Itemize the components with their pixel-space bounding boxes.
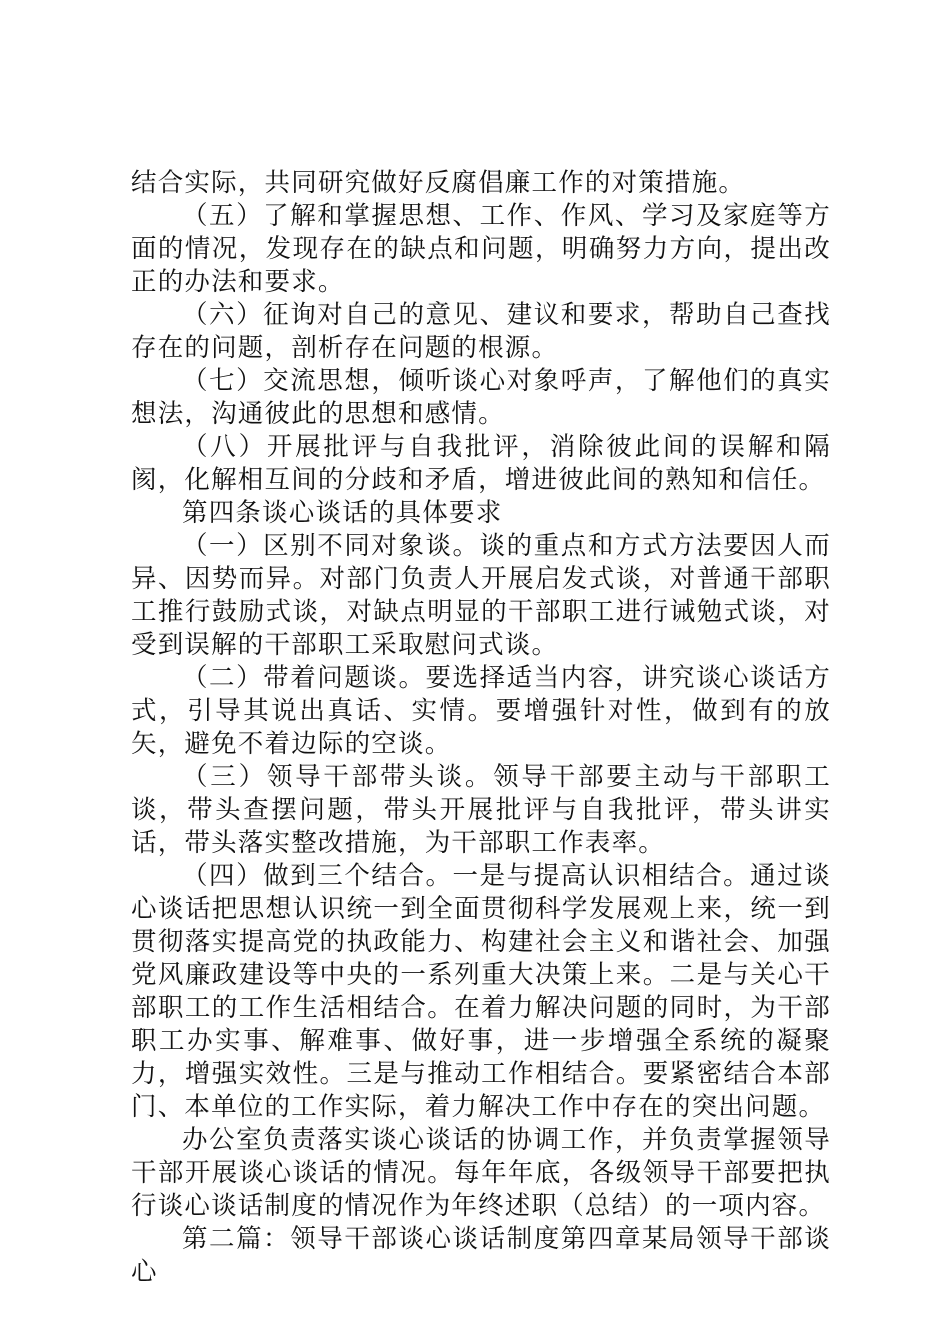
paragraph-3: （六）征询对自己的意见、建议和要求，帮助自己查找存在的问题，剖析存在问题的根源。 — [131, 300, 831, 363]
document-body — [131, 167, 831, 1289]
paragraph-5: （八）开展批评与自我批评，消除彼此间的误解和隔阂，化解相互间的分歧和矛盾，增进彼此间的熟知和信任。 — [131, 432, 831, 495]
paragraph-8: （二）带着问题谈。要选择适当内容，讲究谈心谈话方式，引导其说出真话、实情。要增强针对性，做到有的放矢，避免不着边际的空谈。 — [131, 663, 831, 759]
paragraph-4: （七）交流思想，倾听谈心对象呼声，了解他们的真实想法，沟通彼此的思想和感情。 — [131, 366, 831, 429]
paragraph-7: （一）区别不同对象谈。谈的重点和方式方法要因人而异、因势而异。对部门负责人开展启发式谈，对普通干部职工推行鼓励式谈，对缺点明显的干部职工进行诫勉式谈，对受到误解的干部职工采取慰问式谈。 — [131, 531, 831, 660]
paragraph-9: （三）领导干部带头谈。领导干部要主动与干部职工谈，带头查摆问题，带头开展批评与自我批评，带头讲实话，带头落实整改措施，为干部职工作表率。 — [131, 762, 831, 858]
paragraph-10: （四）做到三个结合。一是与提高认识相结合。通过谈心谈话把思想认识统一到全面贯彻科学发展观上来，统一到贯彻落实提高党的执政能力、构建社会主义和谐社会、加强党风廉政建设等中央的一系列重大决策上来。二是与关心干部职工的工作生活相结合。在着力解决问题的同时，为干部职工办实事、解难事、做好事，进一步增强全系统的凝聚力，增强实效性。三是与推动工作相结合。要紧密结合本部门、本单位的工作实际，着力解决工作中存在的突出问题。 — [131, 861, 831, 1122]
section-heading: 第四条谈心谈话的具体要求 — [182, 498, 503, 528]
paragraph-12: 第二篇：领导干部谈心谈话制度第四章某局领导干部谈心 — [131, 1224, 831, 1287]
paragraph-1: 结合实际，共同研究做好反腐倡廉工作的对策措施。 — [131, 168, 746, 198]
paragraph-11: 办公室负责落实谈心谈话的协调工作，并负责掌握领导干部开展谈心谈话的情况。每年年底，各级领导干部要把执行谈心谈话制度的情况作为年终述职（总结）的一项内容。 — [131, 1125, 831, 1221]
paragraph-2: （五）了解和掌握思想、工作、作风、学习及家庭等方面的情况，发现存在的缺点和问题，明确努力方向，提出改正的办法和要求。 — [131, 201, 831, 297]
